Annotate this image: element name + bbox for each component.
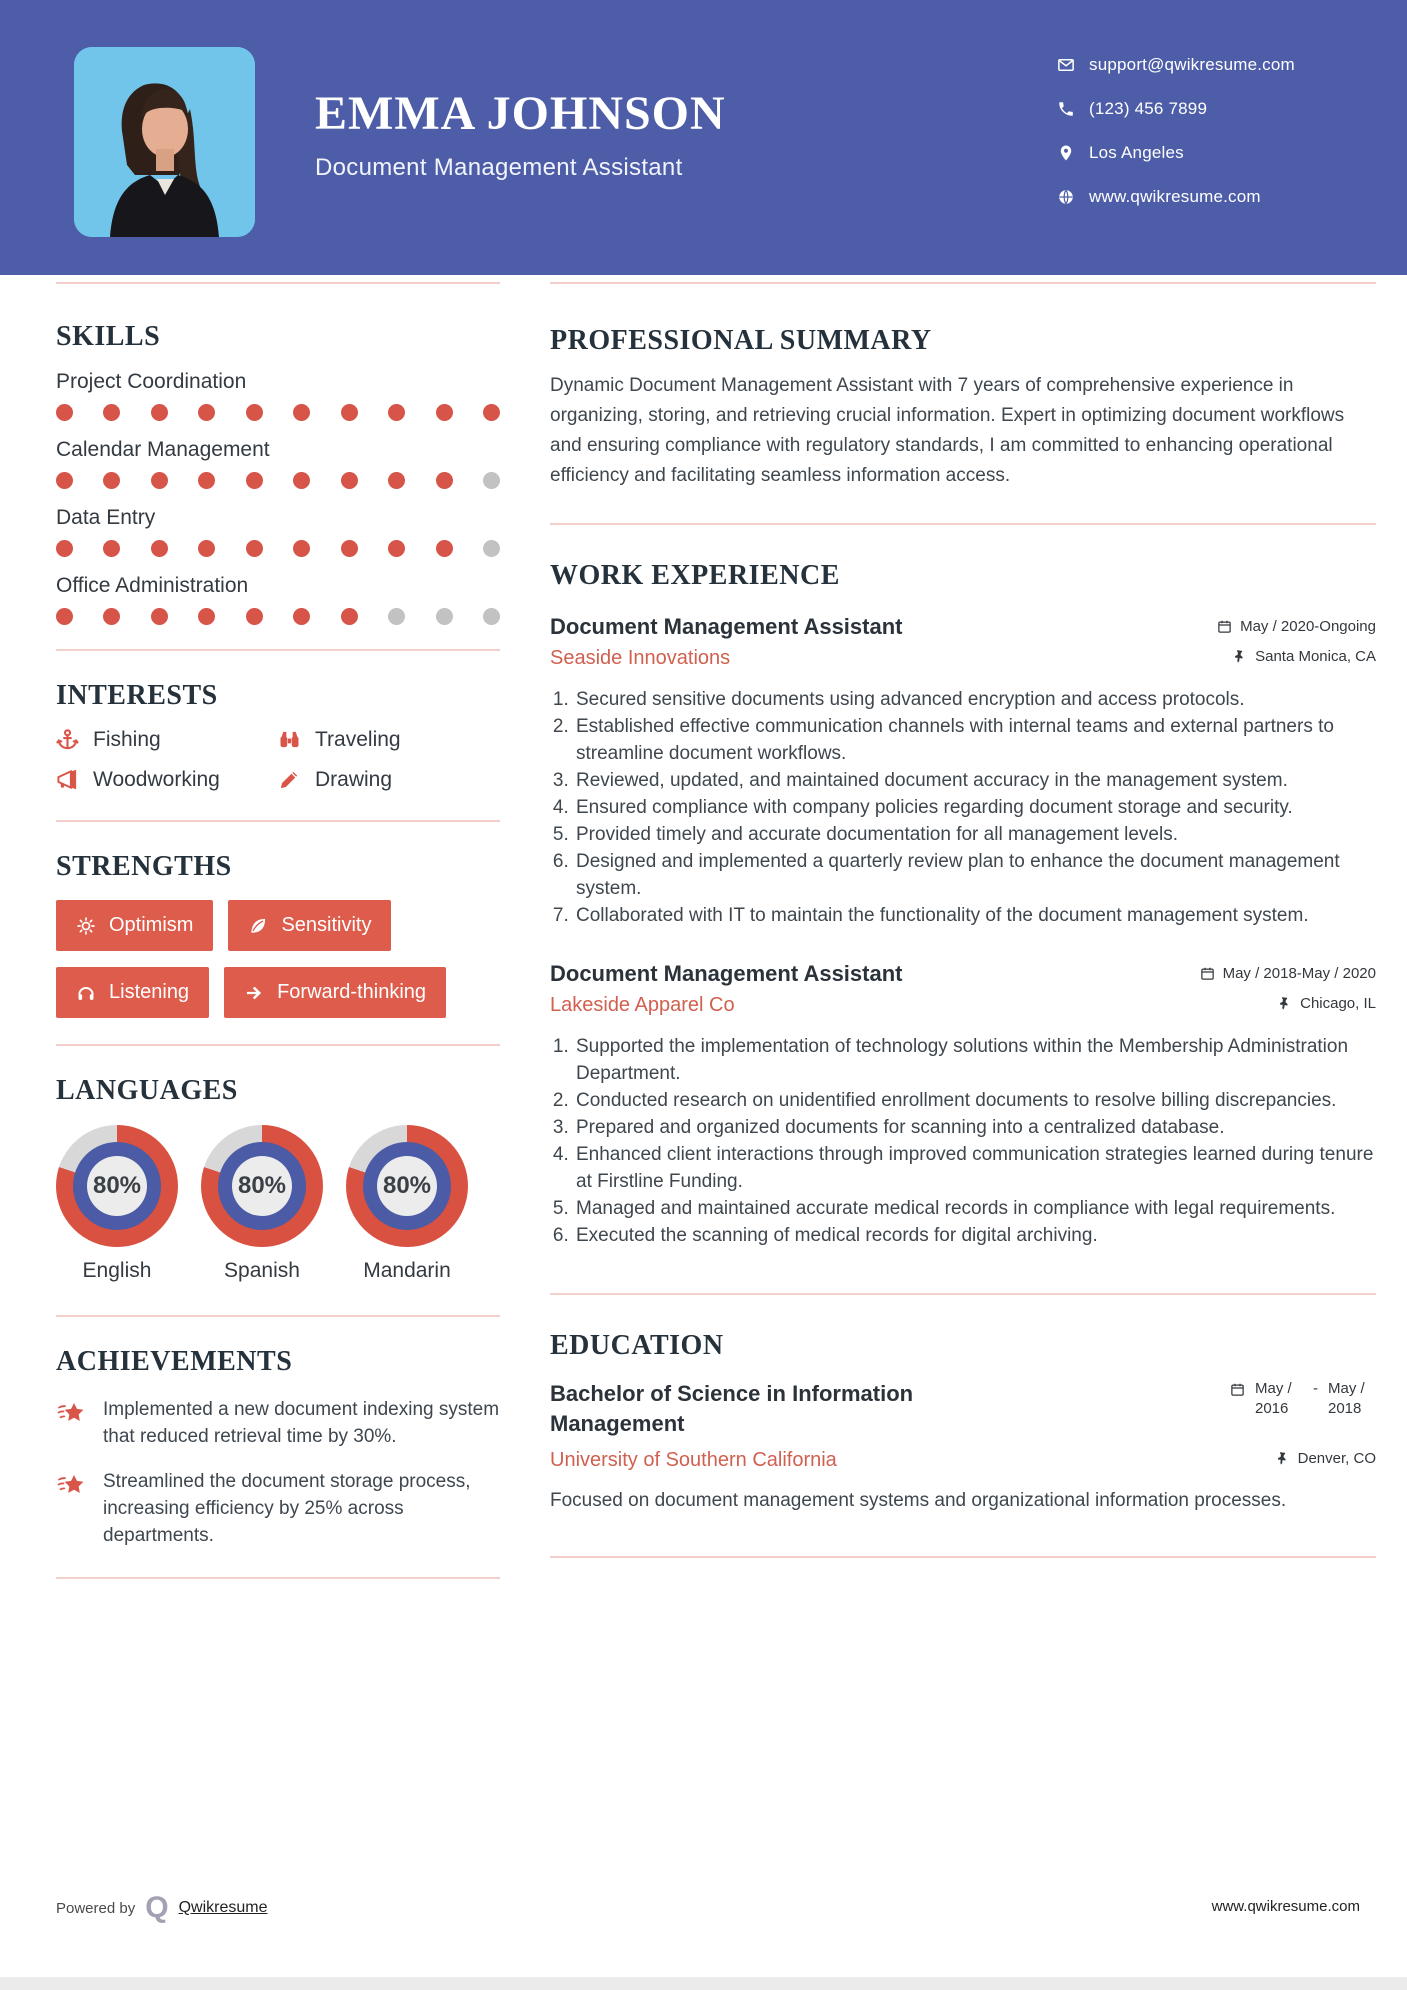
job-head-row bbox=[550, 614, 1376, 640]
rating-dot-empty bbox=[483, 608, 500, 625]
school-name: University of Southern California bbox=[550, 1448, 837, 1471]
language-donuts bbox=[56, 1125, 500, 1247]
location-icon bbox=[1057, 144, 1075, 162]
email-icon bbox=[1057, 56, 1075, 74]
section-divider bbox=[550, 1293, 1376, 1295]
interest-item bbox=[56, 728, 278, 752]
contact-phone-text: (123) 456 7899 bbox=[1089, 99, 1208, 118]
interest-label: Woodworking bbox=[93, 767, 220, 791]
rating-dot-empty bbox=[483, 472, 500, 489]
strength-badge-listening bbox=[56, 967, 209, 1018]
strengths-heading: STRENGTHS bbox=[56, 850, 232, 882]
rating-dot-filled bbox=[388, 540, 405, 557]
job-bullet: 5. Managed and maintained accurate medical records in compliance with legal requirements. bbox=[574, 1195, 1376, 1222]
rating-dot-filled bbox=[198, 608, 215, 625]
job-sub-row bbox=[550, 647, 1376, 670]
job-sub-row bbox=[550, 994, 1376, 1017]
rating-dot-filled bbox=[56, 472, 73, 489]
pushpin-icon bbox=[1277, 996, 1292, 1011]
achievements-section bbox=[56, 1347, 500, 1549]
rating-dot-filled bbox=[103, 472, 120, 489]
education-date-start: May / 2016 bbox=[1255, 1380, 1292, 1418]
person-portrait-illustration bbox=[74, 47, 255, 237]
contact-email bbox=[1057, 55, 1295, 75]
job-bullet: 4. Enhanced client interactions through improved communication strategies learned during tenure at Firstline Funding. bbox=[574, 1141, 1376, 1195]
pushpin-icon bbox=[1232, 649, 1247, 664]
job-bullet: 1. Supported the implementation of technology solutions within the Membership Administration Department. bbox=[574, 1033, 1376, 1087]
rating-dot-filled bbox=[151, 608, 168, 625]
megaphone-icon bbox=[56, 768, 79, 791]
rating-dot-filled bbox=[198, 472, 215, 489]
section-divider bbox=[56, 649, 500, 651]
globe-icon bbox=[1057, 188, 1075, 206]
strength-label: Sensitivity bbox=[281, 914, 372, 937]
rating-dot-filled bbox=[341, 608, 358, 625]
work-experience-heading: WORK EXPERIENCE bbox=[550, 559, 840, 591]
interest-item bbox=[278, 728, 500, 752]
rating-dot-filled bbox=[246, 608, 263, 625]
achievements-heading: ACHIEVEMENTS bbox=[56, 1346, 293, 1378]
skill-label: Calendar Management bbox=[56, 437, 270, 461]
summary-text: Dynamic Document Management Assistant with 7 years of comprehensive experience in organizing, storing, and retrieving crucial information. Expert in optimizing document workflows and ensuring compliance with regulatory standards, I am committed to enhancing operational efficiency and facilitating seamless information access. bbox=[550, 374, 1345, 486]
job-date-text: May / 2018-May / 2020 bbox=[1222, 964, 1376, 982]
job-location-text: Chicago, IL bbox=[1300, 994, 1376, 1012]
rating-dot-empty bbox=[483, 540, 500, 557]
language-label: English bbox=[82, 1259, 152, 1283]
job-entry bbox=[550, 614, 1376, 929]
rating-dot-filled bbox=[103, 404, 120, 421]
job-company: Seaside Innovations bbox=[550, 646, 731, 669]
skill-label: Project Coordination bbox=[56, 369, 247, 393]
education-location-text: Denver, CO bbox=[1297, 1449, 1376, 1467]
skill-item bbox=[56, 438, 500, 489]
rating-dot-filled bbox=[341, 472, 358, 489]
strength-label: Optimism bbox=[109, 914, 194, 937]
education-section bbox=[550, 1331, 1376, 1558]
achievement-item bbox=[56, 1468, 500, 1549]
contact-website bbox=[1057, 187, 1295, 207]
section-divider bbox=[56, 1044, 500, 1046]
strengths-section bbox=[56, 852, 500, 1019]
skill-item bbox=[56, 574, 500, 625]
left-column bbox=[56, 275, 500, 1579]
strength-label: Listening bbox=[109, 981, 190, 1004]
qwikresume-logo-icon: Q bbox=[145, 1891, 169, 1924]
calendar-icon bbox=[1230, 1382, 1245, 1397]
section-divider bbox=[56, 1315, 500, 1317]
rating-dot-filled bbox=[198, 540, 215, 557]
sun-icon bbox=[76, 916, 96, 936]
language-donut-english bbox=[56, 1125, 178, 1247]
rating-dot-filled bbox=[341, 540, 358, 557]
job-bullet-list bbox=[574, 1033, 1376, 1249]
language-labels bbox=[56, 1259, 500, 1283]
summary-heading: PROFESSIONAL SUMMARY bbox=[550, 325, 932, 356]
job-bullet: 3. Reviewed, updated, and maintained document accuracy in the management system. bbox=[574, 767, 1376, 794]
education-dates bbox=[1230, 1379, 1376, 1438]
rating-dot-empty bbox=[436, 608, 453, 625]
strength-badge-forward-thinking bbox=[224, 967, 446, 1018]
education-date-end: May / 2018 bbox=[1328, 1380, 1365, 1418]
job-bullet: 2. Conducted research on unidentified enrollment documents to resolve billing discrepancies. bbox=[574, 1087, 1376, 1114]
job-bullet: 5. Provided timely and accurate documentation for all management levels. bbox=[574, 821, 1376, 848]
skill-rating-dots bbox=[56, 540, 500, 557]
language-donut-spanish bbox=[201, 1125, 323, 1247]
job-location bbox=[1277, 995, 1376, 1012]
contact-location-text: Los Angeles bbox=[1089, 143, 1184, 162]
calendar-icon bbox=[1217, 619, 1232, 634]
page-bottom-edge bbox=[0, 1977, 1407, 1990]
job-date bbox=[1200, 965, 1376, 982]
interest-label: Traveling bbox=[315, 727, 401, 751]
job-title: Document Management Assistant bbox=[550, 960, 903, 986]
language-percent: 80% bbox=[232, 1156, 292, 1216]
footer-website-link[interactable]: www.qwikresume.com bbox=[1211, 1898, 1360, 1915]
section-divider bbox=[56, 820, 500, 822]
skills-heading: SKILLS bbox=[56, 321, 161, 352]
skill-item bbox=[56, 370, 500, 421]
section-divider bbox=[56, 282, 500, 284]
language-donut-mandarin bbox=[346, 1125, 468, 1247]
rating-dot-filled bbox=[56, 540, 73, 557]
skill-rating-dots bbox=[56, 472, 500, 489]
shooting-star-icon bbox=[56, 1398, 88, 1430]
job-bullet-list bbox=[574, 686, 1376, 929]
candidate-name: EMMA JOHNSON bbox=[315, 87, 726, 140]
rating-dot-filled bbox=[388, 404, 405, 421]
strength-badge-optimism bbox=[56, 900, 213, 951]
skills-section bbox=[56, 322, 500, 625]
rating-dot-filled bbox=[483, 404, 500, 421]
rating-dot-filled bbox=[103, 540, 120, 557]
name-block bbox=[315, 88, 726, 182]
education-description: Focused on document management systems and organizational information processes. bbox=[550, 1489, 1287, 1511]
job-head-row bbox=[550, 961, 1376, 987]
calendar-icon bbox=[1200, 966, 1215, 981]
interest-item bbox=[278, 768, 500, 792]
job-location-text: Santa Monica, CA bbox=[1255, 647, 1376, 665]
interests-section bbox=[56, 681, 500, 792]
strength-rows bbox=[56, 900, 500, 1018]
section-divider bbox=[550, 282, 1376, 284]
rating-dot-filled bbox=[151, 540, 168, 557]
rating-dot-filled bbox=[56, 608, 73, 625]
anchor-icon bbox=[56, 728, 79, 751]
education-date-separator: - bbox=[1313, 1380, 1318, 1398]
job-company: Lakeside Apparel Co bbox=[550, 993, 735, 1016]
content-columns bbox=[0, 275, 1407, 1579]
rating-dot-filled bbox=[293, 472, 310, 489]
arrow-right-icon bbox=[244, 983, 264, 1003]
strength-badge-sensitivity bbox=[228, 900, 391, 951]
interest-label: Drawing bbox=[315, 767, 393, 791]
header-band bbox=[0, 0, 1407, 275]
strength-row bbox=[56, 967, 500, 1018]
powered-by-text: Powered by bbox=[56, 1899, 136, 1917]
skill-label: Data Entry bbox=[56, 505, 156, 529]
education-location bbox=[1275, 1450, 1376, 1467]
section-divider bbox=[550, 523, 1376, 525]
contact-location bbox=[1057, 143, 1295, 163]
job-bullet: 2. Established effective communication channels with internal teams and external partners to streamline document workflows. bbox=[574, 713, 1376, 767]
interest-label: Fishing bbox=[93, 727, 161, 751]
achievement-text: Implemented a new document indexing system that reduced retrieval time by 30%. bbox=[103, 1398, 500, 1447]
shooting-star-icon bbox=[56, 1470, 88, 1502]
qwikresume-link[interactable]: Qwikresume bbox=[178, 1899, 268, 1916]
rating-dot-filled bbox=[388, 472, 405, 489]
job-bullet: 6. Designed and implemented a quarterly review plan to enhance the document management system. bbox=[574, 848, 1376, 902]
rating-dot-filled bbox=[198, 404, 215, 421]
interests-heading: INTERESTS bbox=[56, 679, 218, 711]
footer bbox=[0, 1892, 1407, 1932]
education-head-row bbox=[550, 1379, 1376, 1438]
section-divider bbox=[550, 1556, 1376, 1558]
job-title: Document Management Assistant bbox=[550, 613, 903, 639]
job-bullet: 3. Prepared and organized documents for scanning into a centralized database. bbox=[574, 1114, 1376, 1141]
rating-dot-filled bbox=[436, 404, 453, 421]
summary-section bbox=[550, 326, 1376, 525]
binoculars-icon bbox=[278, 728, 301, 751]
section-divider bbox=[56, 1577, 500, 1579]
achievement-text: Streamlined the document storage process, increasing efficiency by 25% across departments. bbox=[103, 1470, 471, 1546]
strength-row bbox=[56, 900, 500, 951]
degree-title: Bachelor of Science in Information Management bbox=[550, 1381, 914, 1437]
languages-heading: LANGUAGES bbox=[56, 1075, 238, 1107]
interests-grid bbox=[56, 728, 500, 792]
job-date-text: May / 2020-Ongoing bbox=[1240, 617, 1376, 635]
achievement-item bbox=[56, 1396, 500, 1450]
language-percent: 80% bbox=[377, 1156, 437, 1216]
languages-section bbox=[56, 1076, 500, 1283]
rating-dot-filled bbox=[293, 608, 310, 625]
rating-dot-filled bbox=[151, 472, 168, 489]
contact-email-text: support@qwikresume.com bbox=[1089, 55, 1295, 74]
skill-label: Office Administration bbox=[56, 573, 249, 597]
rating-dot-filled bbox=[436, 540, 453, 557]
skill-rating-dots bbox=[56, 608, 500, 625]
education-sub-row bbox=[550, 1449, 1376, 1472]
job-bullet: 7. Collaborated with IT to maintain the functionality of the document management system. bbox=[574, 902, 1376, 929]
phone-icon bbox=[1057, 100, 1075, 118]
language-percent: 80% bbox=[87, 1156, 147, 1216]
rating-dot-filled bbox=[246, 540, 263, 557]
rating-dot-filled bbox=[246, 472, 263, 489]
job-bullet: 4. Ensured compliance with company policies regarding document storage and security. bbox=[574, 794, 1376, 821]
skill-rating-dots bbox=[56, 404, 500, 421]
rating-dot-filled bbox=[151, 404, 168, 421]
job-bullet: 1. Secured sensitive documents using advanced encryption and access protocols. bbox=[574, 686, 1376, 713]
headphones-icon bbox=[76, 983, 96, 1003]
footer-branding bbox=[56, 1892, 267, 1924]
contact-website-text: www.qwikresume.com bbox=[1089, 187, 1261, 206]
rating-dot-filled bbox=[341, 404, 358, 421]
rating-dot-filled bbox=[246, 404, 263, 421]
rating-dot-filled bbox=[436, 472, 453, 489]
right-column bbox=[550, 275, 1376, 1558]
pencil-icon bbox=[278, 768, 301, 791]
rating-dot-filled bbox=[103, 608, 120, 625]
job-date bbox=[1217, 618, 1376, 635]
strength-label: Forward-thinking bbox=[277, 981, 427, 1004]
rating-dot-filled bbox=[293, 404, 310, 421]
rating-dot-filled bbox=[293, 540, 310, 557]
job-entry bbox=[550, 961, 1376, 1249]
job-location bbox=[1232, 648, 1376, 665]
rating-dot-empty bbox=[388, 608, 405, 625]
leaf-icon bbox=[248, 916, 268, 936]
interest-item bbox=[56, 768, 278, 792]
contact-list bbox=[1057, 55, 1295, 231]
work-experience-section bbox=[550, 561, 1376, 1295]
skill-item bbox=[56, 506, 500, 557]
pushpin-icon bbox=[1275, 1451, 1290, 1466]
language-label: Spanish bbox=[224, 1259, 300, 1283]
language-label: Mandarin bbox=[363, 1259, 451, 1283]
candidate-title: Document Management Assistant bbox=[315, 153, 683, 181]
job-bullet: 6. Executed the scanning of medical records for digital archiving. bbox=[574, 1222, 1376, 1249]
education-heading: EDUCATION bbox=[550, 1329, 724, 1361]
rating-dot-filled bbox=[56, 404, 73, 421]
contact-phone bbox=[1057, 99, 1295, 119]
profile-photo bbox=[74, 47, 255, 237]
